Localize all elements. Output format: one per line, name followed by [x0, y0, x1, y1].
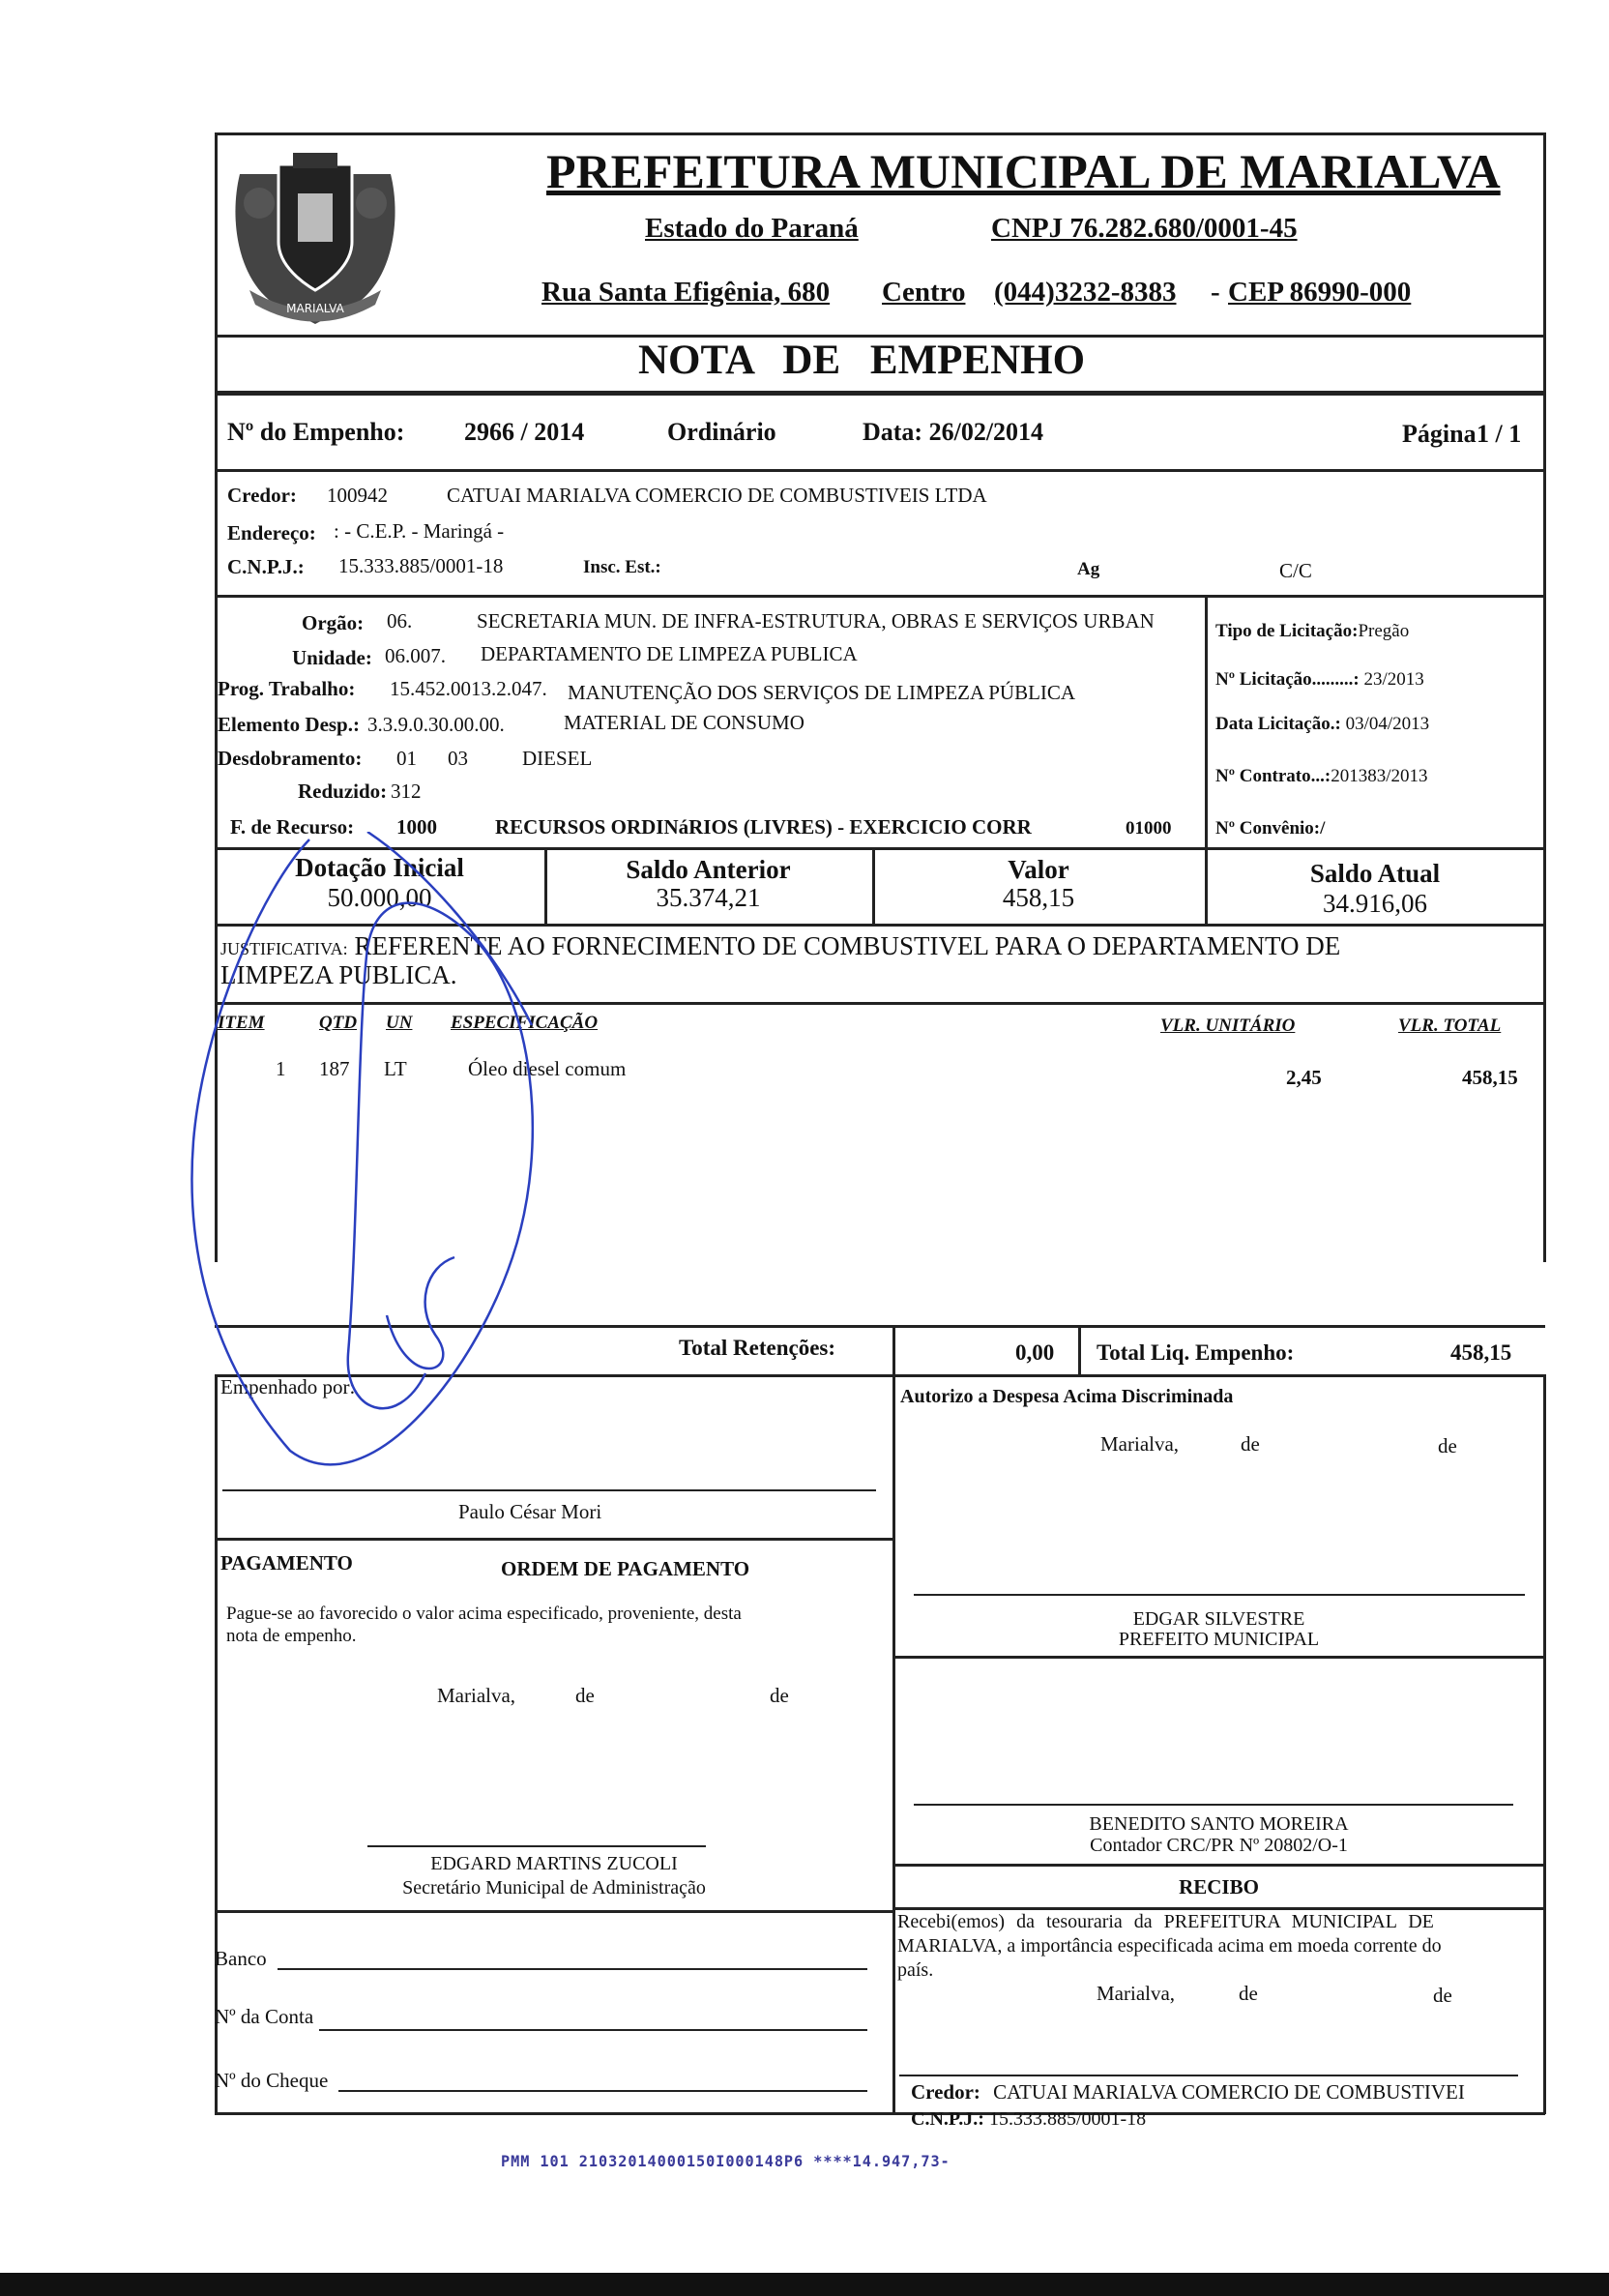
street-label: Rua Santa Efigênia, 680	[541, 277, 831, 308]
autorizo-de-1: de	[1241, 1432, 1260, 1456]
num-licitacao-label: Nº Licitação.........:	[1215, 669, 1360, 690]
district-label: Centro	[882, 277, 966, 308]
autorizo-de-2: de	[1438, 1434, 1457, 1457]
saldo-anterior-value: 35.374,21	[656, 883, 761, 912]
recibo-text-2: MARIALVA, a importância especificada acima em moeda corrente do	[897, 1935, 1442, 1957]
orgao-desc: SECRETARIA MUN. DE INFRA-ESTRUTURA, OBRAS E SERVIÇOS URBAN	[477, 609, 1155, 633]
empenhado-name: Paulo César Mori	[458, 1500, 602, 1523]
recibo-cnpj-value: 15.333.885/0001-18	[988, 2108, 1147, 2130]
pagamento-label: PAGAMENTO	[220, 1551, 353, 1575]
empenho-type: Ordinário	[667, 418, 776, 446]
autorizo-label: Autorizo a Despesa Acima Discriminada	[900, 1386, 1234, 1407]
desd-desc: DIESEL	[522, 747, 593, 770]
ordem-pagamento-label: ORDEM DE PAGAMENTO	[501, 1557, 750, 1580]
justificativa	[220, 931, 1340, 961]
pagamento-de-2: de	[770, 1684, 789, 1707]
pagamento-de-1: de	[575, 1684, 595, 1707]
address-value: : - C.E.P. - Maringá -	[334, 519, 505, 543]
valor-label: Valor	[1008, 855, 1069, 884]
item-number: 1	[276, 1057, 286, 1080]
tipo-licitacao-value: Pregão	[1358, 621, 1410, 641]
empenho-label: Nº do Empenho:	[227, 418, 405, 446]
orgao-value: 06.	[387, 609, 413, 633]
credor-label: Credor:	[227, 484, 297, 507]
elem-desc: MATERIAL DE CONSUMO	[564, 711, 804, 734]
cheque-label: Nº do Cheque	[215, 2069, 329, 2092]
convenio-label: Nº Convênio:/	[1215, 818, 1326, 839]
data-licitacao-value: 03/04/2013	[1345, 714, 1430, 734]
recibo-cnpj-label: C.N.P.J.:	[911, 2108, 984, 2130]
recibo-cnpj	[911, 2108, 1146, 2131]
justificativa-label: JUSTIFICATIVA:	[220, 939, 348, 958]
col-un-header: UN	[386, 1013, 413, 1033]
cheque-field[interactable]	[338, 2090, 867, 2092]
pagamento-text-2: nota de empenho.	[226, 1626, 357, 1646]
recurso-label: F. de Recurso:	[230, 815, 355, 839]
recurso-desc: RECURSOS ORDINáRIOS (LIVRES) - EXERCICIO CORR	[495, 815, 1032, 839]
reduzido-value: 312	[391, 780, 422, 803]
dotacao-value: 50.000,00	[327, 883, 432, 912]
doc-title-nota: NOTA	[638, 338, 753, 383]
saldo-atual-value: 34.916,06	[1323, 889, 1427, 918]
recurso-value: 1000	[396, 815, 437, 839]
unidade-value: 06.007.	[385, 644, 446, 667]
address-dash: -	[1211, 277, 1220, 308]
scan-edge-bottom	[0, 2273, 1609, 2296]
col-unit-header: VLR. UNITÁRIO	[1160, 1016, 1296, 1036]
data-licitacao	[1215, 714, 1429, 735]
prefeito-name: EDGAR SILVESTRE	[1132, 1608, 1305, 1630]
total-retencoes-value: 0,00	[1015, 1340, 1055, 1365]
recibo-credor-label: Credor:	[911, 2080, 980, 2104]
justificativa-text-2: LIMPEZA PUBLICA.	[220, 960, 457, 989]
state-label: Estado do Paraná	[645, 213, 859, 244]
dotacao-label: Dotação Inicial	[295, 853, 464, 882]
page-label: Página	[1402, 420, 1477, 448]
address-label: Endereço:	[227, 521, 316, 545]
saldo-atual-label: Saldo Atual	[1309, 859, 1441, 888]
cep-label: CEP 86990-000	[1228, 277, 1412, 308]
credor-cnpj-value: 15.333.885/0001-18	[338, 554, 504, 577]
contador-name: BENEDITO SANTO MOREIRA	[1089, 1813, 1349, 1835]
justificativa-text-1: REFERENTE AO FORNECIMENTO DE COMBUSTIVEL PARA O DEPARTAMENTO DE	[354, 931, 1341, 960]
cnpj-label: CNPJ 76.282.680/0001-45	[991, 213, 1298, 244]
desd-value-1: 01	[396, 747, 417, 770]
num-licitacao-value: 23/2013	[1363, 669, 1424, 690]
contador-title: Contador CRC/PR Nº 20802/O-1	[1090, 1835, 1348, 1856]
col-spec-header: ESPECIFICAÇÃO	[451, 1013, 599, 1033]
secretario-name: EDGARD MARTINS ZUCOLI	[430, 1853, 678, 1874]
doc-title-de: DE	[782, 338, 841, 383]
recibo-de-1: de	[1239, 1982, 1258, 2005]
recibo-text-3: país.	[897, 1959, 934, 1981]
col-item-header: ITEM	[218, 1013, 265, 1033]
col-qtd-header: QTD	[319, 1013, 358, 1033]
prefeito-title: PREFEITO MUNICIPAL	[1118, 1629, 1320, 1650]
banco-field[interactable]	[278, 1968, 867, 1970]
empenho-date: Data: 26/02/2014	[863, 418, 1044, 446]
pagamento-city: Marialva,	[437, 1684, 516, 1707]
reduzido-label: Reduzido:	[298, 780, 388, 803]
contrato-label: Nº Contrato...:	[1215, 766, 1331, 786]
total-retencoes-label: Total Retenções:	[679, 1336, 836, 1360]
item-qtd: 187	[319, 1057, 350, 1080]
recibo-credor-value: CATUAI MARIALVA COMERCIO DE COMBUSTIVEI	[993, 2080, 1465, 2104]
conta-field[interactable]	[319, 2029, 867, 2031]
autorizo-city: Marialva,	[1100, 1432, 1180, 1456]
total-liquido-value: 458,15	[1450, 1340, 1512, 1365]
credor-cnpj-label: C.N.P.J.:	[227, 555, 305, 578]
empenho-number: 2966 / 2014	[464, 418, 585, 446]
item-total-value: 458,15	[1462, 1066, 1518, 1089]
elem-value: 3.3.9.0.30.00.00.	[367, 713, 505, 736]
phone-label: (044)3232-8383	[994, 277, 1177, 308]
prog-value: 15.452.0013.2.047.	[390, 677, 547, 700]
item-un: LT	[384, 1057, 407, 1080]
recibo-de-2: de	[1433, 1984, 1452, 2007]
doc-title	[638, 337, 1085, 384]
page-title: PREFEITURA MUNICIPAL DE MARIALVA	[546, 144, 1501, 198]
recurso-code: 01000	[1126, 818, 1172, 839]
prog-label: Prog. Trabalho:	[218, 677, 356, 700]
num-licitacao	[1215, 669, 1424, 691]
credor-name: CATUAI MARIALVA COMERCIO DE COMBUSTIVEIS LTDA	[447, 484, 987, 507]
col-total-header: VLR. TOTAL	[1398, 1016, 1502, 1036]
valor-value: 458,15	[1002, 883, 1075, 912]
empenhado-label: Empenhado por:	[220, 1375, 356, 1398]
item-spec: Óleo diesel comum	[468, 1057, 627, 1080]
ag-label: Ag	[1077, 559, 1100, 579]
crest-logo	[220, 135, 410, 334]
conta-label: Nº da Conta	[215, 2005, 314, 2028]
unidade-desc: DEPARTAMENTO DE LIMPEZA PUBLICA	[481, 642, 858, 665]
item-unit-value: 2,45	[1286, 1066, 1322, 1089]
insc-est-label: Insc. Est.:	[583, 557, 661, 577]
svg-text:MARIALVA: MARIALVA	[286, 302, 344, 315]
orgao-label: Orgão:	[302, 611, 365, 634]
contrato	[1215, 766, 1427, 787]
contrato-value: 201383/2013	[1331, 766, 1428, 786]
recibo-text-1: Recebi(emos) da tesouraria da PREFEITURA MUNICIPAL DE	[897, 1911, 1434, 1932]
desd-label: Desdobramento:	[218, 747, 363, 770]
elem-label: Elemento Desp.:	[218, 713, 360, 736]
tipo-licitacao-label-text: Tipo de Licitação:	[1215, 621, 1359, 641]
doc-title-empenho: EMPENHO	[869, 338, 1086, 383]
recibo-city: Marialva,	[1097, 1982, 1176, 2005]
unidade-label: Unidade:	[292, 646, 372, 669]
pagamento-text-1: Pague-se ao favorecido o valor acima especificado, proveniente, desta	[226, 1604, 742, 1624]
cheque-stamp: PMM 101 21032014000150I000148P6 ****14.947,73-	[501, 2152, 951, 2170]
secretario-title: Secretário Municipal de Administração	[402, 1877, 706, 1899]
banco-label: Banco	[215, 1947, 267, 1970]
saldo-anterior-label: Saldo Anterior	[626, 855, 791, 884]
total-liquido-label: Total Liq. Empenho:	[1097, 1340, 1295, 1365]
recibo-label: RECIBO	[1179, 1875, 1259, 1899]
credor-code: 100942	[327, 484, 388, 507]
desd-value-2: 03	[448, 747, 468, 770]
data-licitacao-label: Data Licitação.:	[1215, 714, 1341, 734]
tipo-licitacao-label	[1215, 621, 1409, 642]
recibo-credor	[911, 2080, 1465, 2105]
prog-desc: MANUTENÇÃO DOS SERVIÇOS DE LIMPEZA PÚBLICA	[568, 681, 1076, 704]
page-value: 1 / 1	[1477, 420, 1522, 448]
cc-label: C/C	[1279, 559, 1312, 582]
